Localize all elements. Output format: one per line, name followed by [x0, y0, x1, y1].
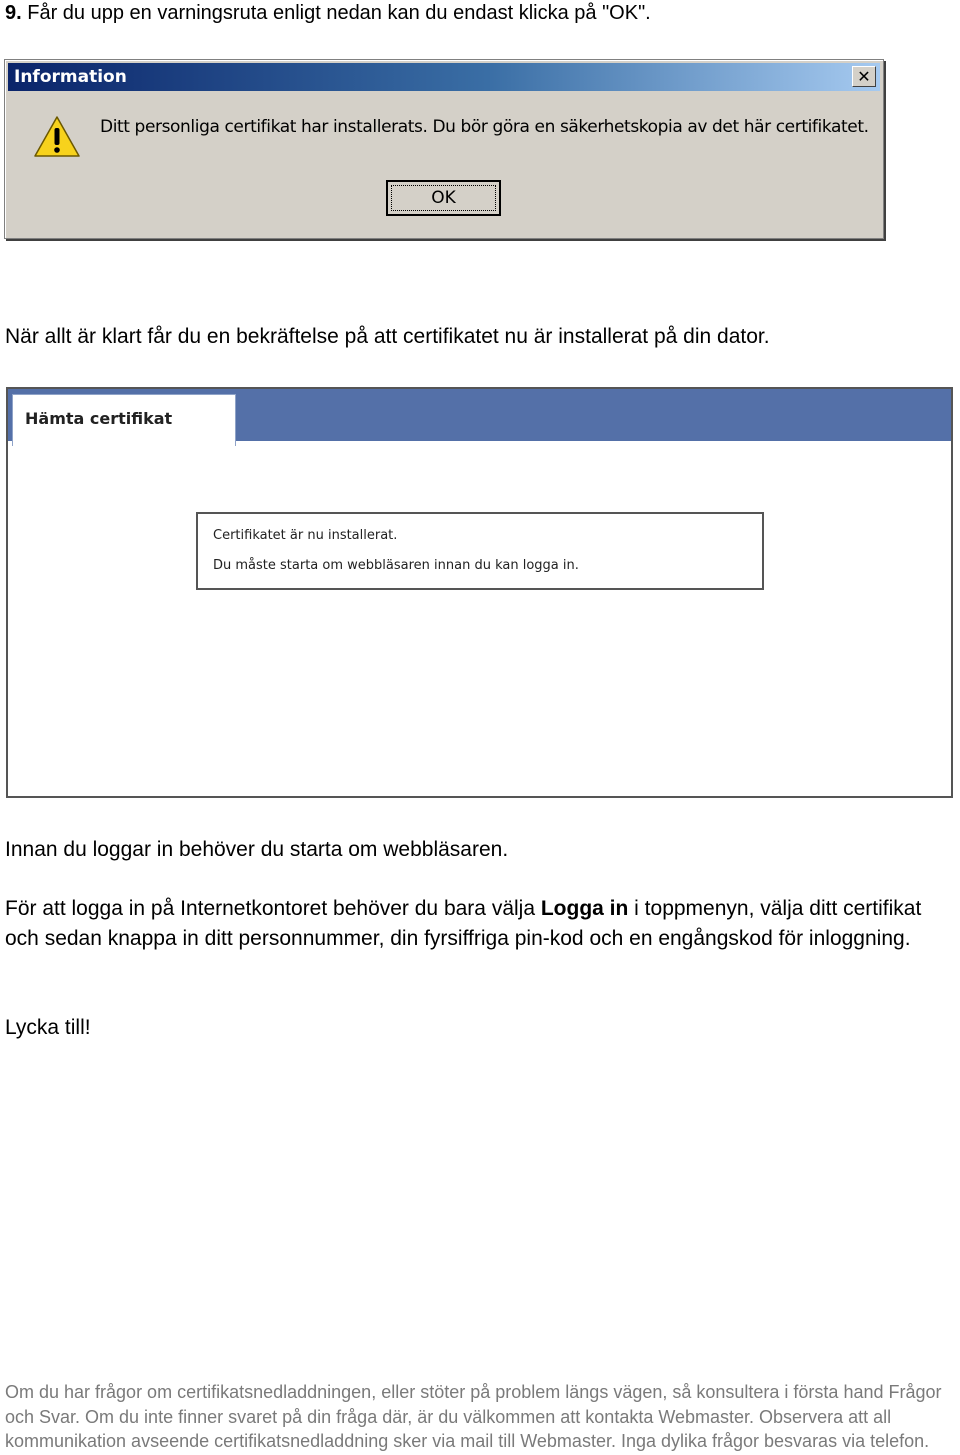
footer-note: Om du har frågor om certifikatsnedladdningen, eller stöter på problem längs vägen, så konsultera i första hand Frågor och Svar. Om du inte finner svaret på din fråga där, är du välkommen att kontakta Webmaster. Observera att all kommunikation avseende certifikatsnedladdning sker via mail till Webmaster. Inga dylika frågor besvaras via telefon.	[5, 1382, 942, 1451]
login-paragraph	[5, 894, 955, 954]
certificate-panel	[6, 387, 953, 798]
installed-notice	[196, 512, 764, 590]
dialog-message: Ditt personliga certifikat har installerats. Du bör göra en säkerhetskopia av det här certifikatet.	[100, 117, 869, 137]
information-dialog	[4, 59, 884, 239]
notice-line-2: Du måste starta om webbläsaren innan du kan logga in.	[213, 558, 579, 573]
closing-paragraph: Lycka till!	[5, 1016, 91, 1039]
login-text-part2: i toppmenyn, välja ditt certifikat och sedan knappa in ditt personnummer, din fyrsiffriga pin-kod och en engångskod för inloggning.	[5, 897, 922, 950]
tab-hamta-certifikat[interactable]	[12, 394, 236, 446]
dialog-titlebar	[8, 63, 880, 91]
ok-button[interactable]	[386, 180, 501, 216]
ok-button-label: OK	[431, 188, 456, 208]
dialog-title: Information	[14, 67, 127, 87]
login-text-part1: För att logga in på Internetkontoret behöver du bara välja	[5, 897, 541, 920]
step-heading	[5, 0, 945, 26]
login-bold-text: Logga in	[540, 897, 629, 920]
warning-icon	[33, 115, 81, 159]
restart-paragraph: Innan du loggar in behöver du starta om webbläsaren.	[5, 838, 509, 861]
close-icon[interactable]: ✕	[852, 66, 876, 87]
notice-line-1: Certifikatet är nu installerat.	[213, 528, 398, 543]
step-number: 9.	[5, 2, 22, 24]
tab-label: Hämta certifikat	[25, 409, 173, 428]
confirmation-paragraph: När allt är klart får du en bekräftelse på att certifikatet nu är installerat på din dator.	[5, 325, 770, 348]
step-text: Får du upp en varningsruta enligt nedan kan du endast klicka på "OK".	[21, 2, 651, 24]
